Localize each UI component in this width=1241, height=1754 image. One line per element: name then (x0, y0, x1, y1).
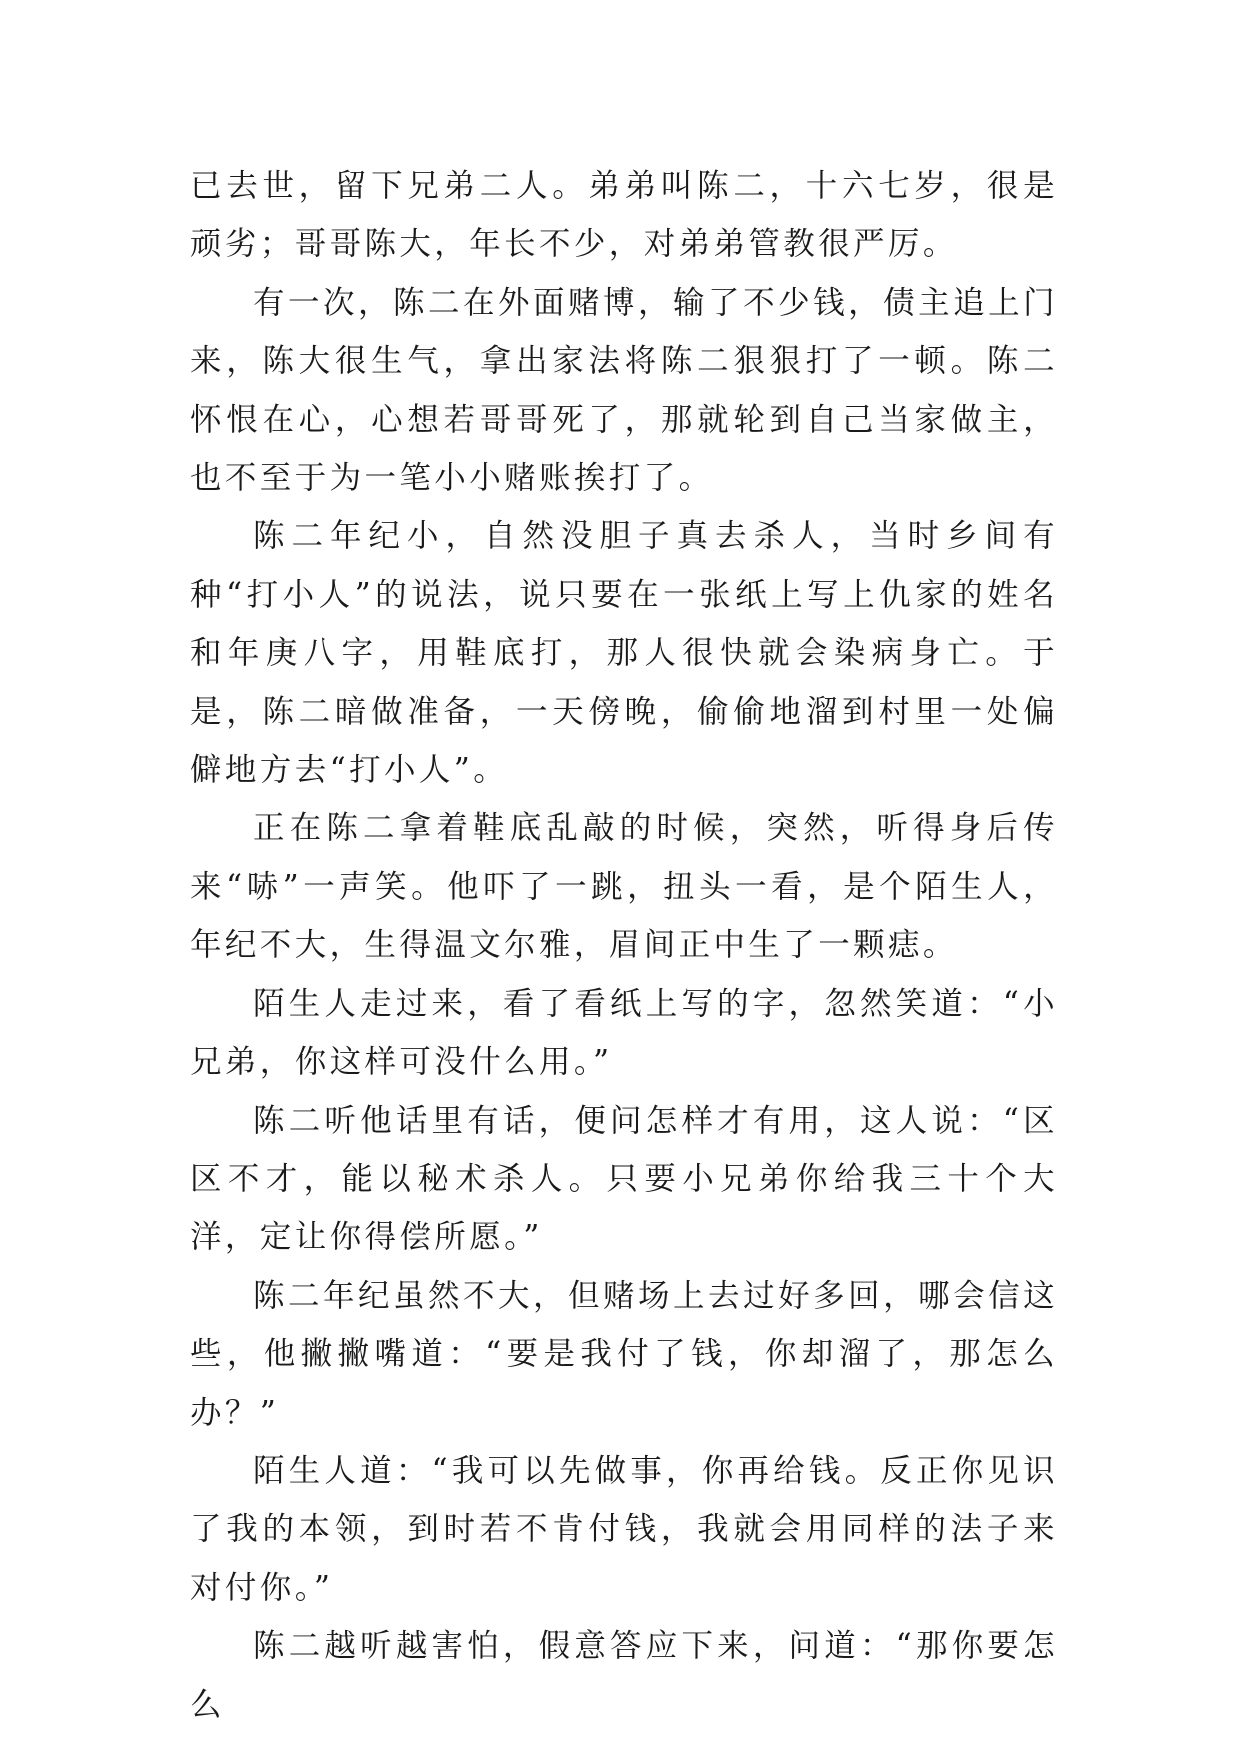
paragraph: 陈二听他话里有话，便问怎样才有用，这人说：“区区不才，能以秘术杀人。只要小兄弟你给我三十个大洋，定让你得偿所愿。” (190, 1102, 1058, 1256)
paragraph: 陈二越听越害怕，假意答应下来，问道：“那你要怎么 (190, 1628, 1058, 1723)
paragraph: 有一次，陈二在外面赌博，输了不少钱，债主追上门来，陈大很生气，拿出家法将陈二狠狠打了一顿。陈二怀恨在心，心想若哥哥死了，那就轮到自己当家做主，也不至于为一笔小小赌账挨打了。 (190, 284, 1058, 497)
body-text (190, 157, 1058, 1734)
paragraph: 陌生人走过来，看了看纸上写的字，忽然笑道：“小兄弟，你这样可没什么用。” (190, 985, 1058, 1081)
paragraph: 陌生人道：“我可以先做事，你再给钱。反正你见识了我的本领，到时若不肯付钱，我就会用同样的法子来对付你。” (190, 1452, 1058, 1606)
paragraph: 正在陈二拿着鞋底乱敲的时候，突然，听得身后传来“哧”一声笑。他吓了一跳，扭头一看，是个陌生人，年纪不大，生得温文尔雅，眉间正中生了一颗痣。 (190, 810, 1058, 964)
paragraph: 陈二年纪小，自然没胆子真去杀人，当时乡间有种“打小人”的说法，说只要在一张纸上写上仇家的姓名和年庚八字，用鞋底打，那人很快就会染病身亡。于是，陈二暗做准备，一天傍晚，偷偷地溜到村里一处偏僻地方去“打小人”。 (190, 518, 1058, 789)
paragraph-continued: 已去世，留下兄弟二人。弟弟叫陈二，十六七岁，很是顽劣；哥哥陈大，年长不少，对弟弟管教很严厉。 (190, 168, 1058, 263)
paragraph: 陈二年纪虽然不大，但赌场上去过好多回，哪会信这些，他撇撇嘴道：“要是我付了钱，你却溜了，那怎么办？” (190, 1277, 1058, 1431)
